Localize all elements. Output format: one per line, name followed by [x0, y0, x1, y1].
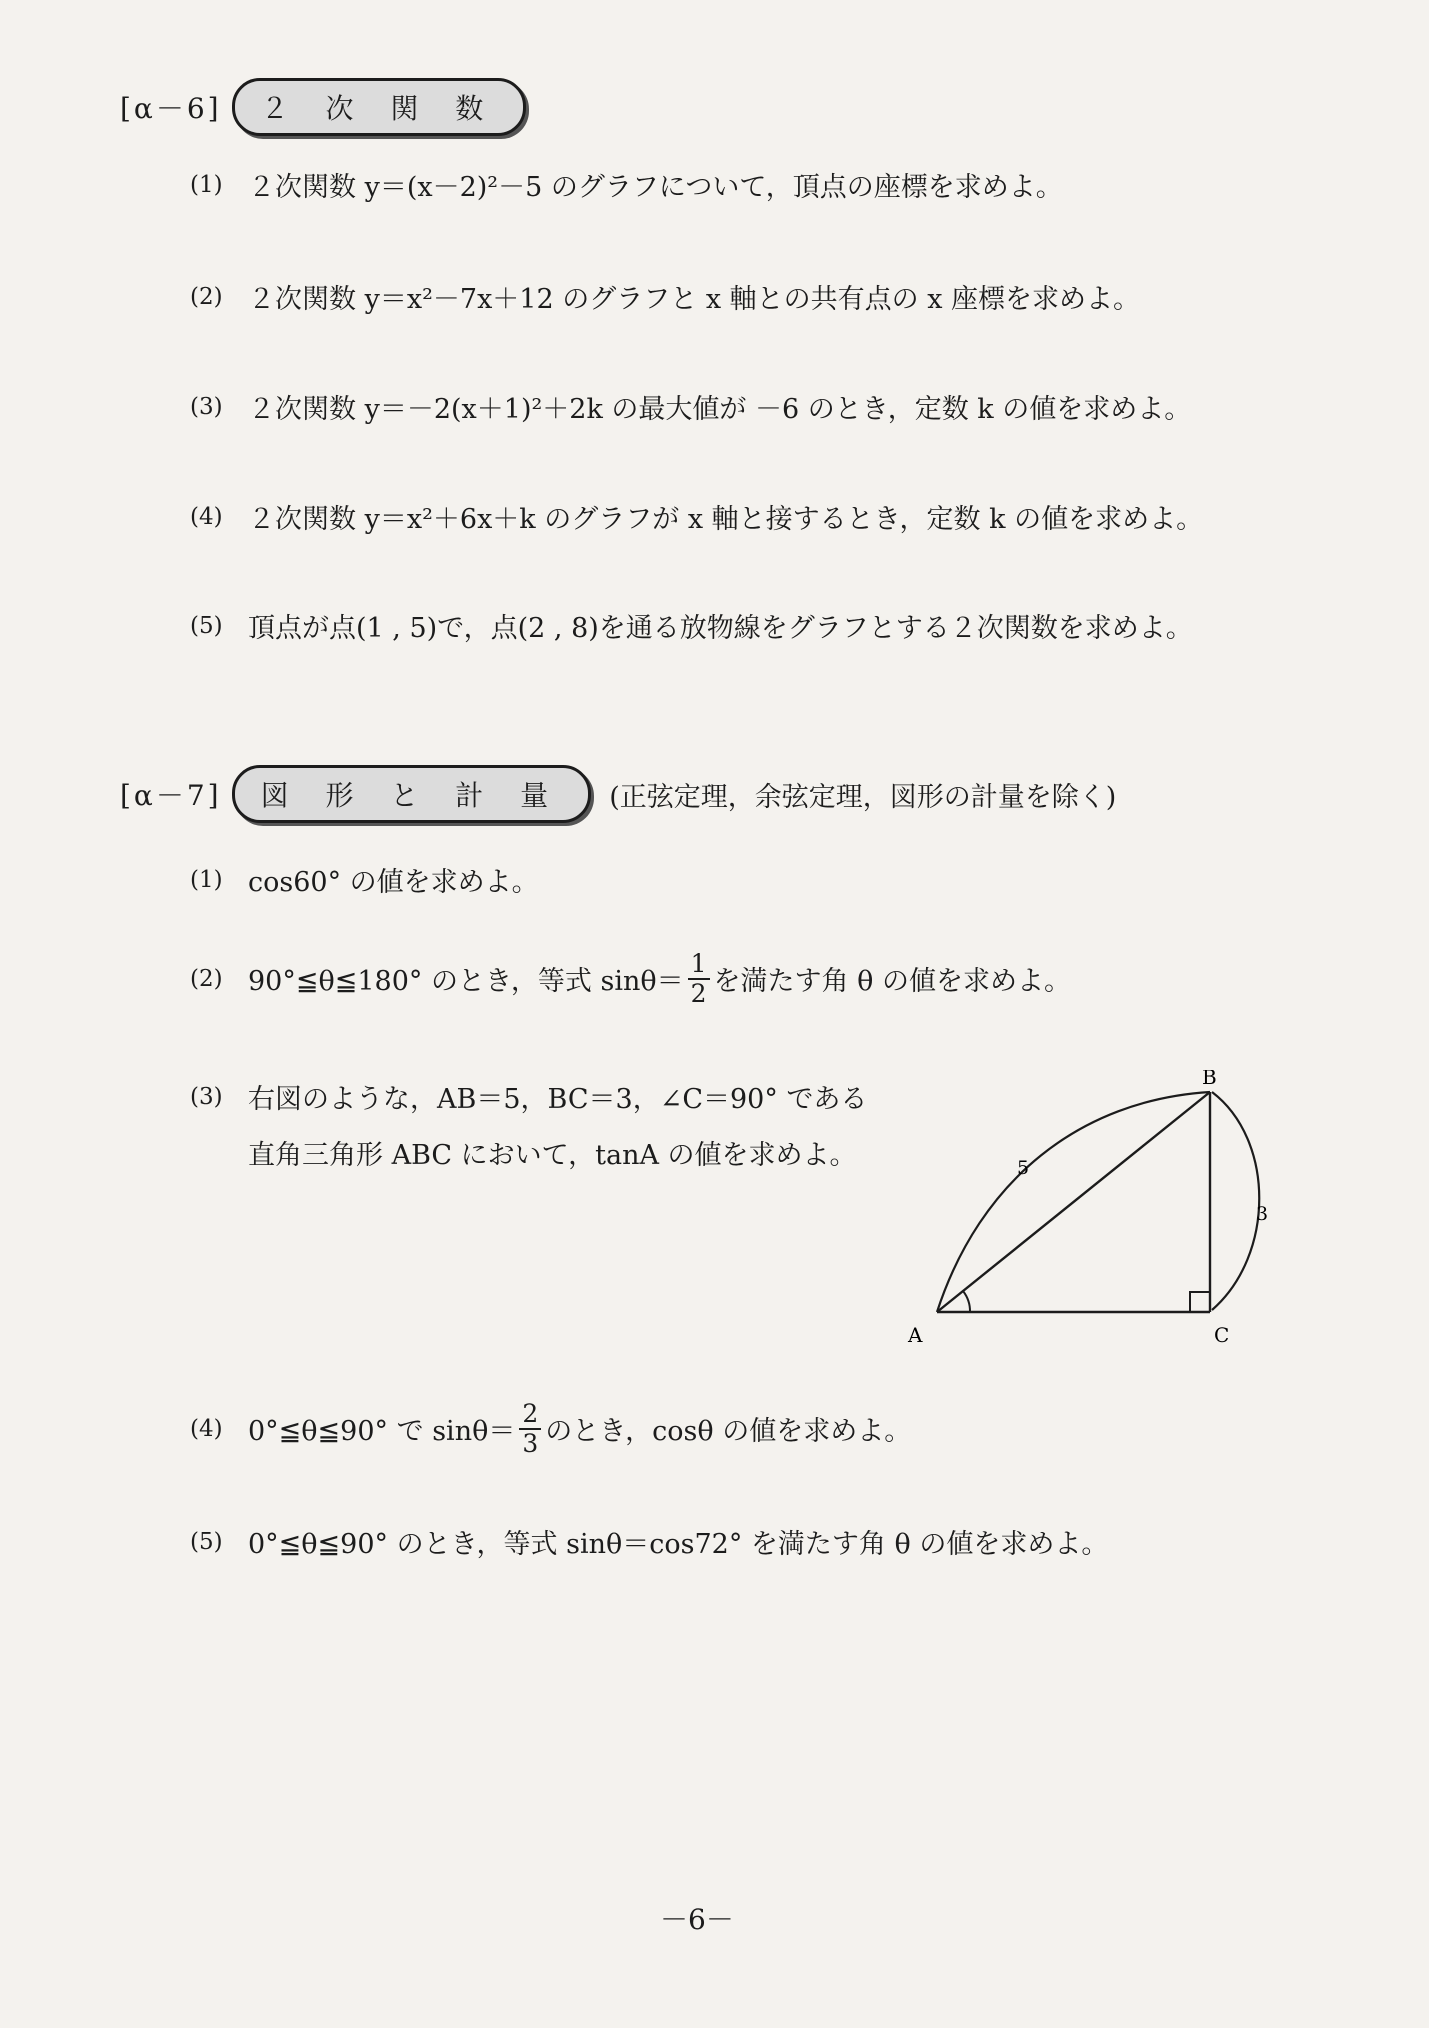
angle-a-arc	[963, 1291, 970, 1312]
problem-6-3	[190, 387, 1191, 426]
problem-text: ２次関数 y＝(x－2)²－5 のグラフについて，頂点の座標を求めよ。	[248, 172, 1063, 203]
problem-text-pre: 90°≦θ≦180° のとき，等式 sinθ＝	[248, 966, 684, 997]
fraction-numerator: 1	[688, 950, 710, 980]
problem-number: (2)	[190, 283, 223, 310]
page-number: －6－	[660, 1903, 734, 1936]
problem-number: (4)	[190, 503, 223, 530]
side-ab	[937, 1092, 1210, 1312]
fraction-numerator: 2	[519, 1400, 541, 1430]
arc-bc	[1212, 1092, 1259, 1310]
problem-text: 0°≦θ≦90° のとき，等式 sinθ＝cos72° を満たす角 θ の値を求めよ。	[248, 1529, 1109, 1560]
fraction	[519, 1400, 541, 1457]
problem-number: (5)	[190, 1528, 223, 1555]
problem-number: (2)	[190, 965, 223, 992]
problem-6-5	[190, 606, 1193, 645]
problem-7-3	[190, 1077, 867, 1116]
problem-text: 頂点が点(1 , 5)で，点(2 , 8)を通る放物線をグラフとする２次関数を求めよ。	[248, 613, 1193, 644]
section-title: ２ 次 関 数	[232, 78, 527, 136]
fraction	[688, 950, 710, 1007]
vertex-a-label: A	[908, 1323, 923, 1347]
problem-6-1	[190, 165, 1063, 204]
fraction-denominator: 3	[522, 1428, 539, 1458]
problem-text: 右図のような，AB＝5，BC＝3，∠C＝90° である	[248, 1084, 868, 1115]
problem-7-3-continuation: 直角三角形 ABC において，tanA の値を求めよ。	[248, 1140, 857, 1171]
problem-text-post: のとき，cosθ の値を求めよ。	[545, 1416, 912, 1447]
problem-7-5	[190, 1522, 1108, 1561]
section-code: [α－6]	[120, 92, 222, 125]
side-bc-length-label: 3	[1256, 1203, 1269, 1225]
section-title: 図 形 と 計 量	[232, 765, 592, 823]
problem-number: (3)	[190, 393, 223, 420]
problem-text: cos60° の値を求めよ。	[248, 867, 539, 898]
section-header-alpha-6	[120, 78, 526, 136]
problem-text-post: を満たす角 θ の値を求めよ。	[713, 966, 1071, 997]
vertex-c-label: C	[1214, 1323, 1230, 1347]
problem-text: ２次関数 y＝x²＋6x＋k のグラフが x 軸と接するとき，定数 k の値を求めよ。	[248, 504, 1204, 535]
section-note: (正弦定理，余弦定理，図形の計量を除く)	[609, 781, 1117, 813]
vertex-b-label: B	[1202, 1070, 1217, 1089]
problem-number: (1)	[190, 866, 223, 893]
problem-6-2	[190, 277, 1140, 316]
problem-text: ２次関数 y＝x²－7x＋12 のグラフと x 軸との共有点の x 座標を求めよ。	[248, 284, 1141, 315]
section-header-alpha-7	[120, 765, 1116, 823]
problem-text-pre: 0°≦θ≦90° で sinθ＝	[248, 1416, 516, 1447]
fraction-denominator: 2	[690, 978, 707, 1008]
problem-number: (3)	[190, 1083, 223, 1110]
problem-number: (4)	[190, 1415, 223, 1442]
problem-7-1	[190, 860, 539, 899]
side-ab-length-label: 5	[1017, 1157, 1030, 1179]
problem-7-4	[190, 1400, 911, 1457]
problem-number: (5)	[190, 612, 223, 639]
problem-6-4	[190, 497, 1203, 536]
triangle-figure	[900, 1070, 1280, 1350]
section-code: [α－7]	[120, 779, 222, 812]
problem-number: (1)	[190, 171, 223, 198]
problem-7-2	[190, 950, 1071, 1007]
problem-text: ２次関数 y＝－2(x＋1)²＋2k の最大値が －6 のとき，定数 k の値を求めよ。	[248, 394, 1192, 425]
right-angle-mark	[1190, 1292, 1210, 1312]
